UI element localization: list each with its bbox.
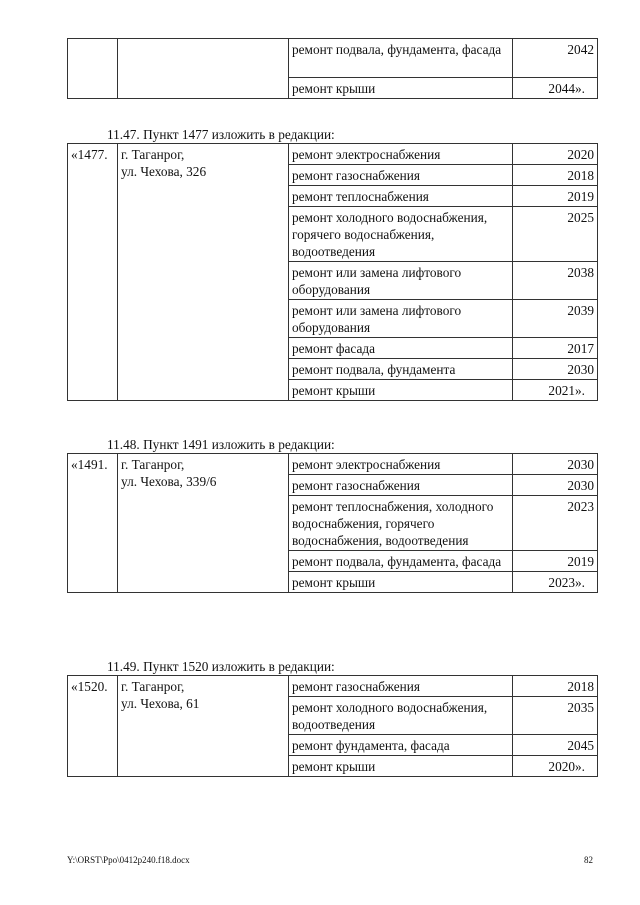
year-cell: 2030 xyxy=(513,454,598,475)
year-cell: 2035 xyxy=(513,697,598,735)
section-heading: 11.49. Пункт 1520 изложить в редакции: xyxy=(107,659,335,674)
year-cell: 2025 xyxy=(513,207,598,262)
year-cell: 2030 xyxy=(513,475,598,496)
address-cell xyxy=(118,39,289,99)
section-table xyxy=(67,675,598,777)
work-cell: ремонт фасада xyxy=(289,338,513,359)
address-cell xyxy=(118,144,289,401)
work-cell: ремонт или замена лифтового оборудования xyxy=(289,300,513,338)
address-street: ул. Чехова, 326 xyxy=(121,164,207,179)
continuation-table xyxy=(67,38,598,99)
section-table xyxy=(67,453,598,593)
work-cell: ремонт электроснабжения xyxy=(289,144,513,165)
work-cell: ремонт фундамента, фасада xyxy=(289,735,513,756)
table-row xyxy=(68,454,598,475)
work-cell: ремонт крыши xyxy=(289,756,513,777)
work-cell: ремонт крыши xyxy=(289,78,513,99)
work-cell: ремонт газоснабжения xyxy=(289,475,513,496)
year-cell: 2023 xyxy=(513,496,598,551)
year-cell: 2017 xyxy=(513,338,598,359)
work-cell: ремонт теплоснабжения, холодного водоснабжения, горячего водоснабжения, водоотведения xyxy=(289,496,513,551)
address-street: ул. Чехова, 61 xyxy=(121,696,200,711)
table-row xyxy=(68,144,598,165)
address-cell xyxy=(118,454,289,593)
year-cell: 2044». xyxy=(513,78,598,99)
year-cell: 2018 xyxy=(513,676,598,697)
year-cell: 2021». xyxy=(513,380,598,401)
work-cell: ремонт газоснабжения xyxy=(289,165,513,186)
section-heading: 11.47. Пункт 1477 изложить в редакции: xyxy=(107,127,335,142)
year-cell: 2039 xyxy=(513,300,598,338)
year-cell: 2042 xyxy=(513,39,598,78)
page-number: 82 xyxy=(584,855,593,865)
year-cell: 2019 xyxy=(513,186,598,207)
year-cell: 2020 xyxy=(513,144,598,165)
address-city: г. Таганрог, xyxy=(121,679,185,694)
work-cell: ремонт электроснабжения xyxy=(289,454,513,475)
table-row xyxy=(68,676,598,697)
table-row xyxy=(68,39,598,78)
section-table xyxy=(67,143,598,401)
work-cell: ремонт подвала, фундамента, фасада xyxy=(289,39,513,78)
work-cell: ремонт теплоснабжения xyxy=(289,186,513,207)
number-cell: «1477. xyxy=(68,144,118,401)
address-street: ул. Чехова, 339/6 xyxy=(121,474,217,489)
address-city: г. Таганрог, xyxy=(121,147,185,162)
number-cell: «1520. xyxy=(68,676,118,777)
address-cell xyxy=(118,676,289,777)
year-cell: 2020». xyxy=(513,756,598,777)
work-cell: ремонт газоснабжения xyxy=(289,676,513,697)
year-cell: 2030 xyxy=(513,359,598,380)
work-cell: ремонт подвала, фундамента xyxy=(289,359,513,380)
year-cell: 2019 xyxy=(513,551,598,572)
number-cell xyxy=(68,39,118,99)
section-heading: 11.48. Пункт 1491 изложить в редакции: xyxy=(107,437,335,452)
footer-file-path: Y:\ORST\Ppo\0412p240.f18.docx xyxy=(67,855,190,865)
year-cell: 2045 xyxy=(513,735,598,756)
work-cell: ремонт холодного водоснабжения, водоотведения xyxy=(289,697,513,735)
number-cell: «1491. xyxy=(68,454,118,593)
year-cell: 2023». xyxy=(513,572,598,593)
work-cell: ремонт холодного водоснабжения, горячего водоснабжения, водоотведения xyxy=(289,207,513,262)
year-cell: 2018 xyxy=(513,165,598,186)
year-cell: 2038 xyxy=(513,262,598,300)
work-cell: ремонт крыши xyxy=(289,380,513,401)
work-cell: ремонт крыши xyxy=(289,572,513,593)
work-cell: ремонт или замена лифтового оборудования xyxy=(289,262,513,300)
work-cell: ремонт подвала, фундамента, фасада xyxy=(289,551,513,572)
address-city: г. Таганрог, xyxy=(121,457,185,472)
